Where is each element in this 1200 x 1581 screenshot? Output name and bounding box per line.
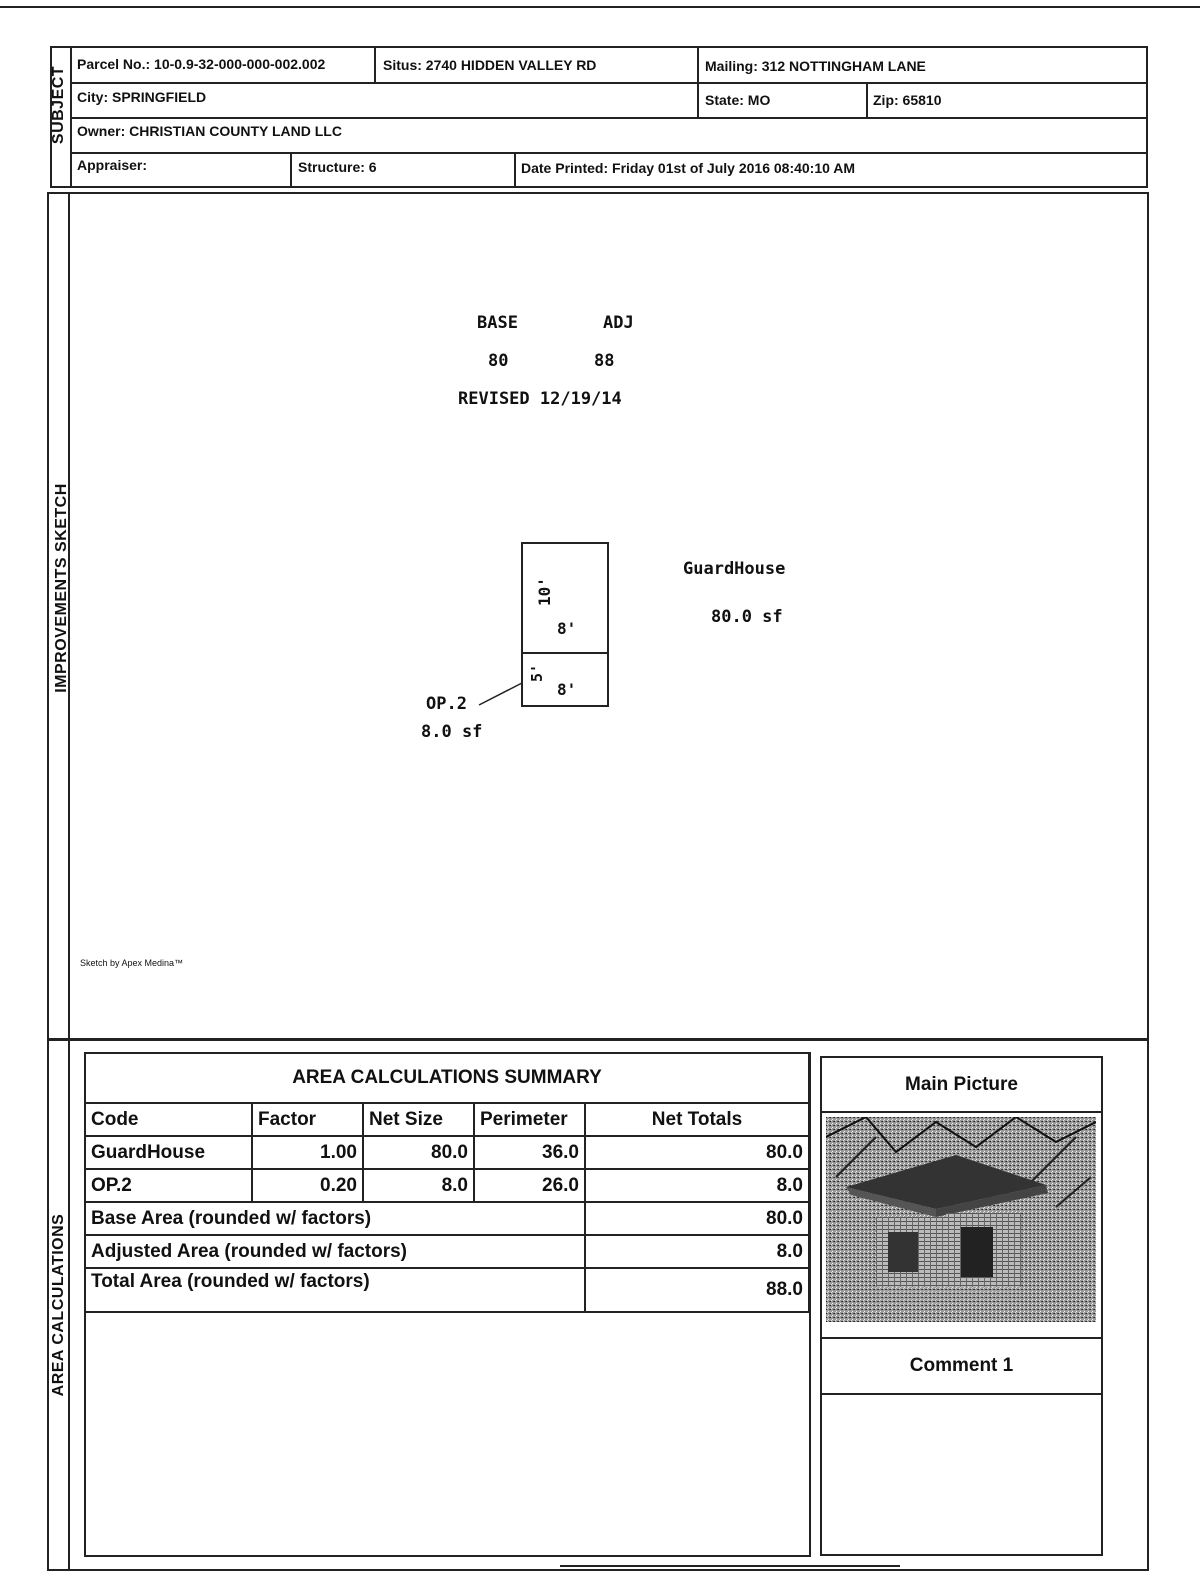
area-calculations-table — [84, 1052, 810, 1313]
total-area-label: Total Area (rounded w/ factors) — [85, 1268, 585, 1312]
table-row — [85, 1169, 809, 1202]
bottom-rule — [560, 1565, 900, 1567]
row-net-size: 8.0 — [363, 1169, 474, 1202]
situs-address: Situs: 2740 HIDDEN VALLEY RD — [383, 57, 597, 73]
guardhouse-name: GuardHouse — [683, 559, 786, 579]
subject-col-line-1 — [374, 46, 376, 82]
picture-header-line — [820, 1111, 1103, 1113]
adj-label: ADJ — [603, 313, 634, 333]
owner: Owner: CHRISTIAN COUNTY LAND LLC — [77, 123, 342, 139]
state: State: MO — [705, 92, 771, 108]
base-label: BASE — [477, 313, 518, 333]
area-side-label: AREA CALCULATIONS — [50, 1213, 67, 1397]
dim-10-label: 10' — [534, 577, 554, 606]
adjusted-area-label: Adjusted Area (rounded w/ factors) — [85, 1235, 585, 1268]
row-net-total: 8.0 — [585, 1169, 809, 1202]
base-area-value: 80.0 — [585, 1202, 809, 1235]
mailing-address: Mailing: 312 NOTTINGHAM LANE — [705, 58, 926, 74]
appraiser: Appraiser: — [77, 157, 148, 173]
guardhouse-area: 80.0 sf — [711, 607, 783, 627]
base-value: 80 — [488, 351, 509, 371]
row-net-size: 80.0 — [363, 1136, 474, 1169]
main-picture-label: Main Picture — [905, 1074, 1018, 1095]
col-header-factor: Factor — [252, 1103, 363, 1136]
col-header-net-totals: Net Totals — [585, 1103, 809, 1136]
dim-8-bottom-label: 8' — [557, 680, 577, 699]
adjusted-area-value: 8.0 — [585, 1235, 809, 1268]
row-factor: 0.20 — [252, 1169, 363, 1202]
sketch-credit: Sketch by Apex Medina™ — [80, 958, 184, 968]
table-row — [85, 1136, 809, 1169]
row-perimeter: 36.0 — [474, 1136, 585, 1169]
row-perimeter: 26.0 — [474, 1169, 585, 1202]
op-leader-line — [470, 675, 530, 715]
op-area: 8.0 sf — [421, 722, 483, 742]
row-code: OP.2 — [85, 1169, 252, 1202]
adj-value: 88 — [594, 351, 615, 371]
subject-col-line-3 — [866, 82, 868, 117]
picture-bottom-line — [820, 1337, 1103, 1339]
subject-row-line-2 — [70, 117, 1147, 119]
dim-8-top-label: 8' — [557, 619, 577, 638]
date-printed: Date Printed: Friday 01st of July 2016 08:40:10 AM — [521, 160, 856, 176]
base-area-label: Base Area (rounded w/ factors) — [85, 1202, 585, 1235]
top-rule — [0, 6, 1200, 8]
subject-row-line-3 — [70, 152, 1147, 154]
parcel-number: Parcel No.: 10-0.9-32-000-000-002.002 — [77, 56, 326, 72]
col-header-code: Code — [85, 1103, 252, 1136]
dim-5-label: 5' — [528, 663, 547, 683]
subject-row-line-1 — [70, 82, 1147, 84]
sketch-side-label: IMPROVEMENTS SKETCH — [53, 483, 70, 693]
col-header-perimeter: Perimeter — [474, 1103, 585, 1136]
total-area-value: 88.0 — [585, 1268, 809, 1312]
op-name: OP.2 — [426, 694, 467, 714]
area-table-title: AREA CALCULATIONS SUMMARY — [85, 1053, 809, 1103]
subject-side-label: SUBJECT — [50, 65, 67, 145]
comment-label: Comment 1 — [909, 1355, 1014, 1376]
subject-col-line-2 — [697, 46, 699, 117]
col-header-net-size: Net Size — [363, 1103, 474, 1136]
row-factor: 1.00 — [252, 1136, 363, 1169]
subject-col-line-4 — [290, 152, 292, 188]
op-divider — [521, 652, 609, 654]
subject-col-line-5 — [514, 152, 516, 188]
structure: Structure: 6 — [298, 159, 377, 175]
row-net-total: 80.0 — [585, 1136, 809, 1169]
city: City: SPRINGFIELD — [77, 89, 207, 105]
guardhouse-photo — [826, 1117, 1096, 1322]
row-code: GuardHouse — [85, 1136, 252, 1169]
revised-date: REVISED 12/19/14 — [458, 389, 622, 409]
zip: Zip: 65810 — [873, 92, 942, 108]
comment-bottom-line — [820, 1393, 1103, 1395]
